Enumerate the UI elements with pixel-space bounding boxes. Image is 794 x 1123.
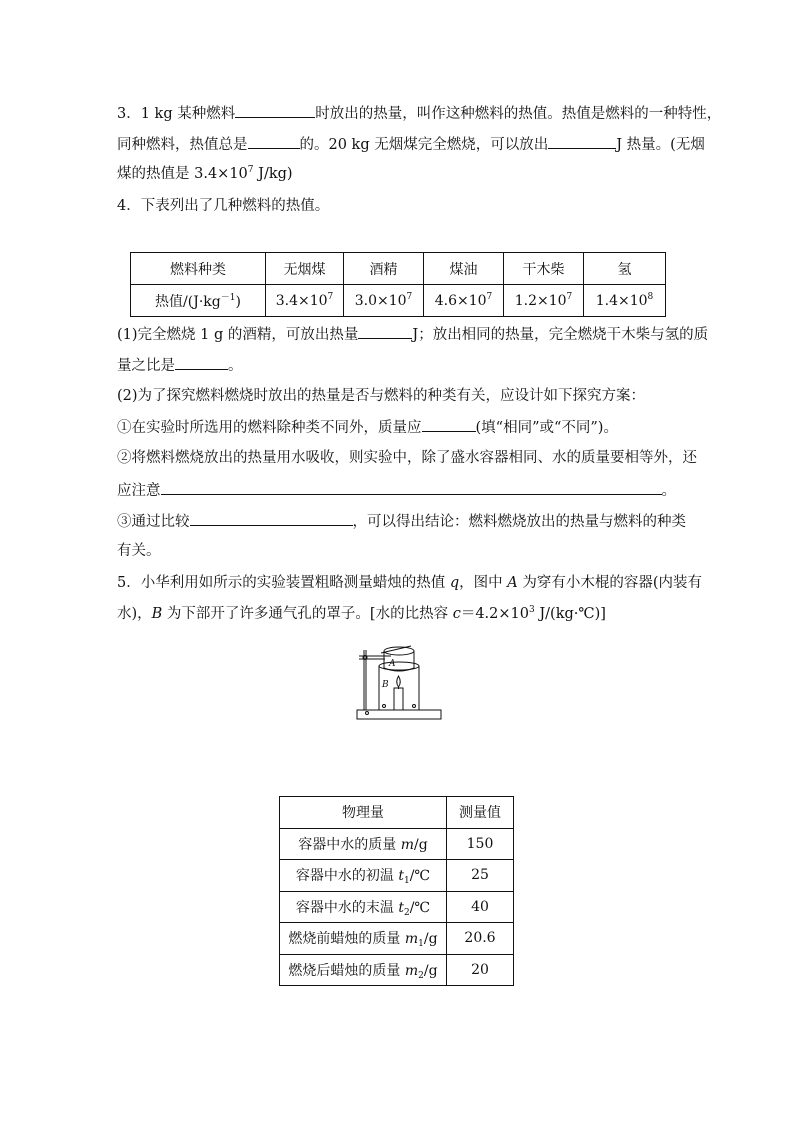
table-header-cell: 物理量 (280, 797, 447, 829)
table-cell: 燃烧前蜡烛的质量 $m_1/g$ (280, 923, 447, 955)
table-row (280, 923, 514, 955)
table-cell: $3.4\times 10^7$ (266, 285, 344, 317)
q4-blank-5[interactable] (190, 510, 353, 526)
table-cell: $1.2\times 10^7$ (504, 285, 584, 317)
table-header-cell: 燃料种类 (131, 253, 266, 285)
q4-blank-4[interactable] (161, 479, 662, 495)
q3-line-2 (117, 133, 705, 155)
q3-blank-2[interactable] (248, 133, 300, 149)
table-cell: $3.0\times 10^7$ (344, 285, 424, 317)
q3-text: J/kg) (253, 166, 293, 182)
table-header-cell: 氢 (584, 253, 666, 285)
label-b: B (382, 680, 389, 690)
table-header-cell: 测量值 (447, 797, 514, 829)
q5-text: J/(kg·℃)] (534, 606, 606, 622)
base-board (357, 710, 441, 719)
flame (397, 676, 401, 687)
q4-step-2-line-2 (117, 479, 676, 501)
q4-step-1 (117, 416, 618, 438)
q4-blank-2[interactable] (175, 354, 228, 370)
experiment-apparatus-figure (355, 636, 445, 728)
table-header-row (280, 797, 514, 829)
q5-variable: q (449, 575, 460, 591)
q3-text: J 热量。(无烟 (616, 137, 705, 153)
q4-text: 量之比是 (117, 358, 175, 374)
q4-step-3-line-1 (117, 510, 686, 532)
q5-variable: B (151, 606, 163, 622)
q5-line-1 (117, 573, 702, 593)
table-cell: 容器中水的初温 $t_1/℃$ (280, 860, 447, 892)
q3-text: 同种燃料，热值总是 (117, 137, 248, 153)
table-row (131, 285, 666, 317)
q4-step-2-line-1: ②将燃料燃烧放出的热量用水吸收，则实验中，除了盛水容器相同、水的质量要相等外，还 (117, 450, 697, 466)
q3-text: 时放出的热量，叫作这种燃料的热值。热值是燃料的一种特性， (315, 106, 722, 122)
ventilated-cover (379, 662, 419, 670)
q4-blank-3[interactable] (422, 416, 476, 432)
q4-text: J；放出相同的热量，完全燃烧干木柴与氢的质 (412, 327, 709, 343)
q5-line-2 (117, 604, 606, 624)
table-header-cell: 无烟煤 (266, 253, 344, 285)
q4-text: (1)完全燃烧 1 g 的酒精，可放出热量 (117, 327, 359, 343)
table-cell: 40 (447, 891, 514, 923)
q4-text: ，可以得出结论：燃料燃烧放出的热量与燃料的种类 (352, 514, 686, 530)
q3-blank-3[interactable] (548, 133, 616, 149)
q5-text: ＝4.2×10 (460, 606, 529, 622)
candle (394, 688, 403, 710)
q3-text: 3．1 kg 某种燃料 (117, 106, 236, 122)
table-cell: 燃烧后蜡烛的质量 $m_2/g$ (280, 954, 447, 986)
q4-text: (填“相同”或“不同”)。 (475, 420, 618, 436)
q4-part2: (2)为了探究燃料燃烧时放出的热量是否与燃料的种类有关，应设计如下探究方案： (117, 388, 646, 404)
table-row (280, 860, 514, 892)
label-a: A (389, 659, 396, 669)
table-header-cell: 干木柴 (504, 253, 584, 285)
table-cell: 容器中水的质量 m/g (280, 828, 447, 860)
table-header-cell: 煤油 (424, 253, 504, 285)
q5-text: 为下部开了许多通气孔的罩子。[水的比热容 (162, 606, 453, 622)
q5-text: 水)， (117, 606, 152, 622)
table-cell: 20 (447, 954, 514, 986)
q4-text: ③通过比较 (117, 514, 190, 530)
q4-text: 。 (228, 358, 243, 374)
table-cell: $4.6\times 10^7$ (424, 285, 504, 317)
q3-exponent: 7 (247, 165, 254, 175)
table-row-label: 热值$/(J\cdot kg^{-1})$ (131, 285, 266, 317)
measurement-table (279, 796, 514, 986)
q4-text: 。 (661, 483, 676, 499)
q5-variable: A (507, 575, 518, 591)
table-row (280, 954, 514, 986)
table-cell: $1.4\times 10^8$ (584, 285, 666, 317)
q5-text: 5．小华利用如所示的实验装置粗略测量蜡烛的热值 (117, 575, 450, 591)
table-row (280, 891, 514, 923)
q4-step-3-line-2: 有关。 (117, 543, 161, 559)
fuel-heat-value-table (130, 252, 666, 317)
q3-line-3 (117, 164, 293, 184)
q4-text: ①在实验时所选用的燃料除种类不同外，质量应 (117, 420, 422, 436)
table-header-row (131, 253, 666, 285)
q5-text: ，图中 (459, 575, 508, 591)
q5-exponent: 3 (529, 605, 535, 615)
table-cell: 20.6 (447, 923, 514, 955)
q4-title: 4．下表列出了几种燃料的热值。 (117, 198, 330, 214)
q4-part1-line-2 (117, 354, 243, 376)
q5-text: 为穿有小木棍的容器(内装有 (517, 575, 702, 591)
q3-text: 的。20 kg 无烟煤完全燃烧，可以放出 (299, 137, 549, 153)
q3-line-1 (117, 102, 721, 124)
q3-blank-1[interactable] (235, 102, 315, 118)
q5-variable: c (452, 606, 461, 622)
table-cell: 25 (447, 860, 514, 892)
q4-part1-line-1 (117, 323, 708, 345)
table-header-cell: 酒精 (344, 253, 424, 285)
q4-blank-1[interactable] (358, 323, 412, 339)
q3-text: 煤的热值是 3.4×10 (117, 166, 248, 182)
table-row (280, 828, 514, 860)
table-cell: 150 (447, 828, 514, 860)
table-cell: 容器中水的末温 $t_2/℃$ (280, 891, 447, 923)
q4-text: 应注意 (117, 483, 161, 499)
